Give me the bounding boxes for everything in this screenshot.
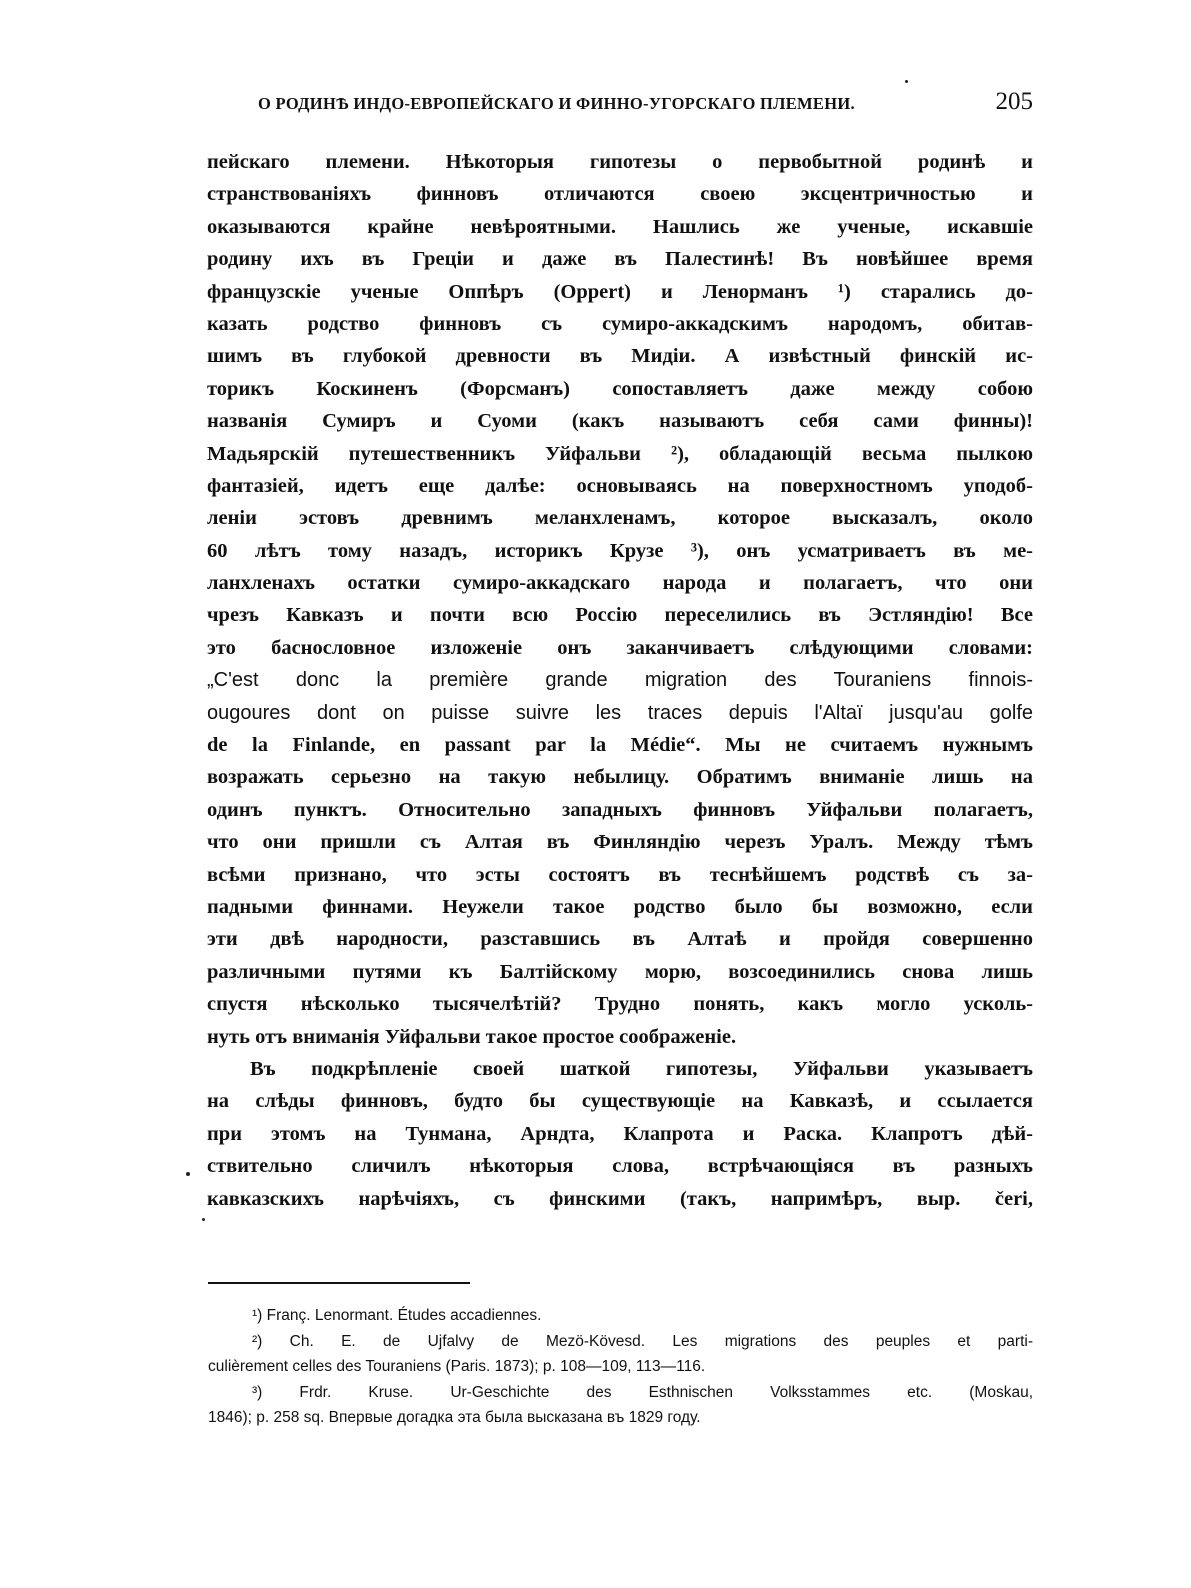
footnote-3-continued: 1846); p. 258 sq. Впервые догадка эта была высказана въ 1829 году.: [208, 1409, 701, 1426]
text-line: падными финнами. Неужели такое родство было бы возможно, если: [207, 895, 1033, 918]
text-line: возражать серьезно на такую небылицу. Обратимъ вниманіе лишь на: [207, 766, 1033, 789]
footnote-2: ²) Ch. E. de Ujfalvy de Mezö-Kövesd. Les migrations des peuples et parti-: [252, 1332, 1033, 1350]
text-line: это баснословное изложеніе онъ заканчиваетъ слѣдующими словами:: [207, 636, 1033, 659]
text-line: родину ихъ въ Греціи и даже въ Палестинѣ! Въ новѣйшее время: [207, 248, 1033, 271]
text-line: 60 лѣтъ тому назадъ, историкъ Крузе ³), онъ усматриваетъ въ ме-: [207, 539, 1033, 562]
text-line: нуть отъ вниманія Уйфальви такое простое соображеніе.: [207, 1025, 737, 1048]
text-line: Мадьярскій путешественникъ Уйфальви ²), обладающій весьма пылкою: [207, 442, 1033, 465]
text-line-paragraph-start: Въ подкрѣпленіе своей шаткой гипотезы, Уйфальви указываетъ: [250, 1057, 1033, 1080]
text-line: эти двѣ народности, разставшись въ Алтаѣ и пройдя совершенно: [207, 928, 1033, 951]
text-line: что они пришли съ Алтая въ Финляндію черезъ Уралъ. Между тѣмъ: [207, 831, 1033, 854]
margin-mark: [202, 1218, 205, 1221]
text-line: при этомъ на Тунмана, Арндта, Клапрота и Раска. Клапротъ дѣй-: [207, 1122, 1033, 1145]
text-line-quote: „C'est donc la première grande migration des Touraniens finnois-: [207, 669, 1033, 692]
page-number: 205: [995, 88, 1033, 115]
text-line: кавказскихъ нарѣчіяхъ, съ финскими (такъ, напримѣръ, выр. čeri,: [207, 1187, 1033, 1210]
footnote-2-continued: culièrement celles des Touraniens (Paris. 1873); p. 108—109, 113—116.: [208, 1358, 706, 1375]
text-line: шимъ въ глубокой древности въ Мидіи. А извѣстный финскій ис-: [207, 345, 1033, 368]
text-line: французскіе ученые Оппѣръ (Oppert) и Ленорманъ ¹) старались до-: [207, 280, 1033, 303]
text-line: фантазіей, идетъ еще далѣе: основываясь на поверхностномъ уподоб-: [207, 474, 1033, 497]
text-line: чрезъ Кавказъ и почти всю Россію переселились въ Эстляндію! Все: [207, 604, 1033, 627]
footnote-divider: [208, 1282, 470, 1284]
text-line: на слѣды финновъ, будто бы существующіе на Кавказѣ, и ссылается: [207, 1090, 1033, 1113]
running-title: О РОДИНѢ ИНДО-ЕВРОПЕЙСКАГО И ФИННО-УГОРСКАГО ПЛЕМЕНИ.: [258, 94, 855, 113]
text-line: казать родство финновъ съ сумиро-аккадскимъ народомъ, обитав-: [207, 312, 1033, 335]
text-line: ланхленахъ остатки сумиро-аккадскаго народа и полагаетъ, что они: [207, 572, 1033, 595]
main-text: [207, 146, 1033, 1215]
page-header: [258, 88, 1033, 128]
text-line: леніи эстовъ древнимъ меланхленамъ, которое высказалъ, около: [207, 507, 1033, 530]
text-line: спустя нѣсколько тысячелѣтій? Трудно понять, какъ могло усколь-: [207, 993, 1033, 1016]
margin-mark: [905, 80, 908, 83]
text-line: пейскаго племени. Нѣкоторыя гипотезы о первобытной родинѣ и: [207, 151, 1033, 173]
text-line: различными путями къ Балтійскому морю, возсоединились снова лишь: [207, 960, 1033, 983]
footnote-3: ³) Frdr. Kruse. Ur-Geschichte des Esthnischen Volksstammes etc. (Moskau,: [252, 1383, 1033, 1401]
text-line: странствованіяхъ финновъ отличаются своею эксцентричностью и: [207, 183, 1033, 206]
margin-mark: [186, 1172, 190, 1176]
text-line: одинъ пунктъ. Относительно западныхъ финновъ Уйфальви полагаетъ,: [207, 798, 1033, 821]
text-line: всѣми признано, что эсты состоятъ въ теснѣйшемъ родствѣ съ за-: [207, 863, 1033, 886]
text-line: de la Finlande, en passant par la Médie“. Мы не считаемъ нужнымъ: [207, 734, 1033, 757]
footnotes: [208, 1303, 1033, 1431]
text-line: названія Сумиръ и Суоми (какъ называютъ себя сами финны)!: [207, 410, 1033, 433]
text-line: ствительно сличилъ нѣкоторыя слова, встрѣчающіяся въ разныхъ: [207, 1155, 1033, 1178]
text-line: торикъ Коскиненъ (Форсманъ) сопоставляетъ даже между собою: [207, 377, 1033, 400]
text-line: оказываются крайне невѣроятными. Нашлись же ученые, искавшіе: [207, 215, 1033, 238]
text-line-quote: ougoures dont on puisse suivre les traces depuis l'Altaï jusqu'au golfe: [207, 701, 1033, 724]
footnote-1: ¹) Franç. Lenormant. Études accadiennes.: [252, 1307, 542, 1324]
